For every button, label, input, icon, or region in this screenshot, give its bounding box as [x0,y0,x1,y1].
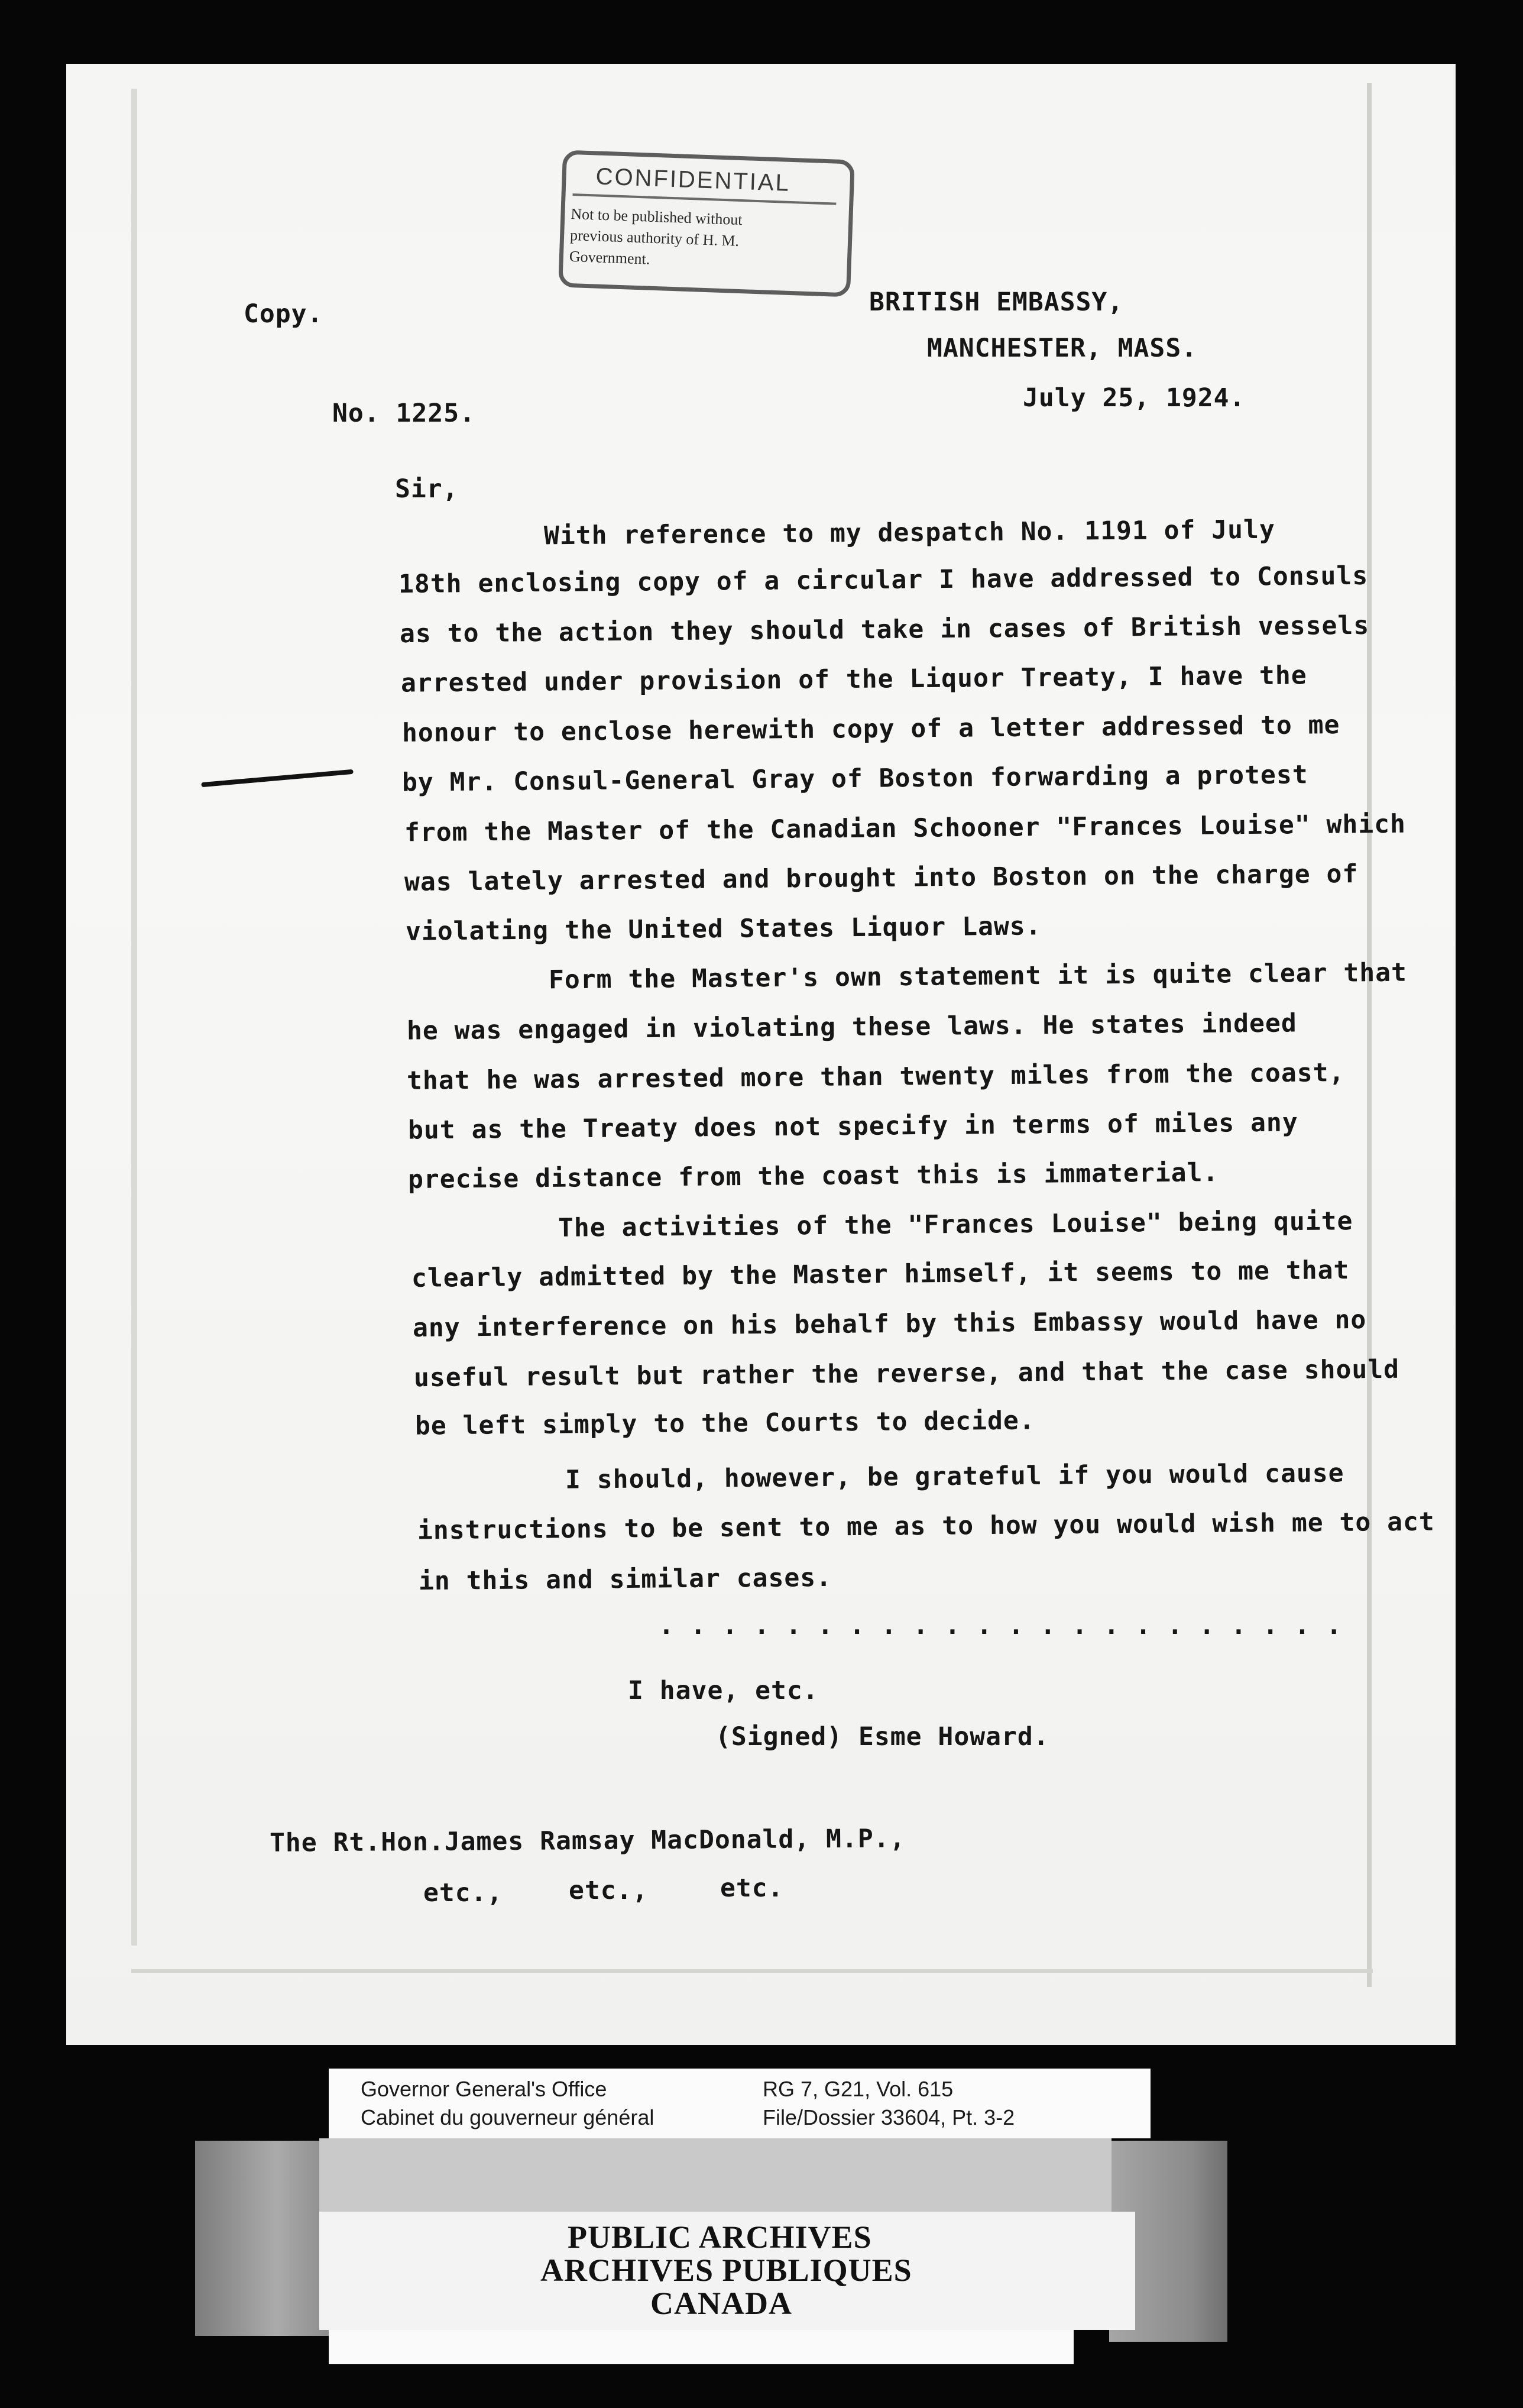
body-line: but as the Treaty does not specify in terms of miles any [407,1108,1298,1145]
file-dossier-ref: File/Dossier 33604, Pt. 3-2 [763,2105,1015,2129]
body-line: by Mr. Consul-General Gray of Boston forwarding a protest [401,760,1308,798]
body-line: Form the Master's own statement it is quite clear that [548,957,1408,995]
body-line: violating the United States Liquor Laws. [405,911,1042,947]
confidential-stamp [558,150,855,297]
body-line: from the Master of the Canadian Schooner "Frances Louise" which [404,809,1407,848]
signature: (Signed) Esme Howard. [715,1722,1049,1752]
office-english: Governor General's Office [361,2077,607,2101]
addressee: The Rt.Hon.James Ramsay MacDonald, M.P., [269,1824,906,1858]
body-line: I should, however, be grateful if you would cause [565,1458,1344,1495]
body-line: as to the action they should take in cases of British vessels [399,610,1370,649]
body-line: clearly admitted by the Master himself, it seems to me that [411,1255,1350,1293]
archive-strip-lower [329,2330,1074,2364]
sender-embassy: BRITISH EMBASSY, [869,287,1124,317]
addressee-etc: etc., [423,1878,503,1908]
body-line: any interference on his behalf by this Embassy would have no [412,1305,1367,1344]
copy-label: Copy. [244,299,323,329]
body-line: The activities of the "Frances Louise" being quite [558,1206,1353,1243]
stamp-divider [573,193,837,205]
body-line: he was engaged in violating these laws. He states indeed [406,1008,1297,1046]
stamp-line: previous authority of H. M. [569,226,740,250]
archive-backing [319,2138,1112,2215]
closing: I have, etc. [628,1676,819,1705]
page-edge-left [131,89,137,1946]
archive-line2: ARCHIVES PUBLIQUES [540,2252,912,2288]
archive-line3: CANADA [650,2286,792,2321]
stamp-line: Government. [569,247,650,268]
despatch-number: No. 1225. [332,399,475,428]
dotted-break: . . . . . . . . . . . . . . . . . . . . . . [659,1611,1343,1640]
body-line: instructions to be sent to me as to how you would wish me to act [417,1507,1435,1546]
body-line: precise distance from the coast this is immaterial. [407,1158,1219,1195]
archive-line1: PUBLIC ARCHIVES [568,2219,872,2255]
body-line: be left simply to the Courts to decide. [414,1406,1035,1441]
body-line: 18th enclosing copy of a circular I have addressed to Consuls [398,561,1369,600]
stamp-title: CONFIDENTIAL [595,163,791,196]
mounting-tape-left [195,2141,331,2336]
addressee-etc: etc., [569,1876,649,1905]
archive-reference-label [329,2069,1151,2138]
body-line: honour to enclose herewith copy of a letter addressed to me [401,710,1340,748]
body-line: that he was arrested more than twenty miles from the coast, [406,1058,1345,1096]
body-line: was lately arrested and brought into Boston on the charge of [404,859,1359,898]
stamp-line: Not to be published without [570,205,743,229]
addressee-etc: etc. [720,1873,784,1903]
body-line: in this and similar cases. [418,1562,832,1597]
letter-date: July 25, 1924. [1023,383,1246,413]
body-line: useful result but rather the reverse, and that the case should [413,1354,1400,1393]
salutation: Sir, [395,474,459,504]
archive-stamp-strip [319,2212,1135,2330]
page-edge-bottom [131,1969,1373,1973]
office-french: Cabinet du gouverneur général [361,2105,654,2129]
body-line: With reference to my despatch No. 1191 of July [543,514,1276,551]
record-group-ref: RG 7, G21, Vol. 615 [763,2077,954,2101]
body-line: arrested under provision of the Liquor Treaty, I have the [400,661,1307,698]
page-edge-right [1367,83,1372,1987]
sender-location: MANCHESTER, MASS. [927,334,1198,363]
